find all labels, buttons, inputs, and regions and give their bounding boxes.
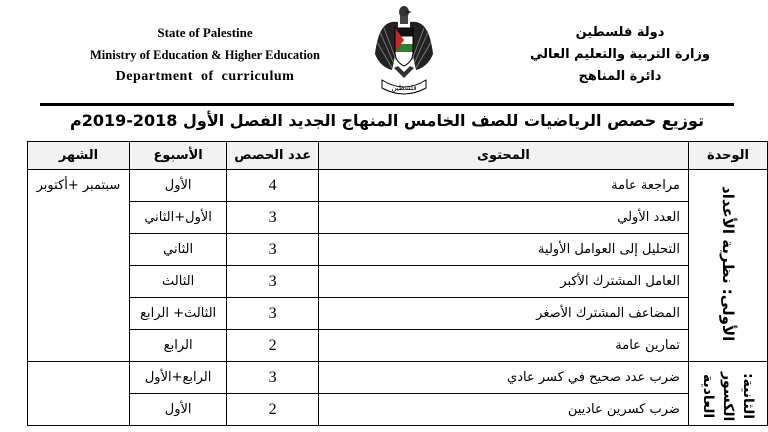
english-header xyxy=(60,22,350,88)
unit-cell xyxy=(688,170,767,362)
arabic-header-line2: وزارة التربية والتعليم العالي xyxy=(529,47,711,62)
english-header-line3: Department of curriculum xyxy=(115,69,295,84)
table-row xyxy=(28,266,768,298)
count-cell: 3 xyxy=(227,298,319,330)
arabic-header-line1: دولة فلسطين xyxy=(575,25,665,40)
table-row xyxy=(28,234,768,266)
header-divider xyxy=(40,103,734,106)
header-content: المحتوى xyxy=(318,142,688,170)
week-cell: الثالث+ الرابع xyxy=(129,298,227,330)
english-header-line2: Ministry of Education & Higher Education xyxy=(90,48,320,62)
schedule-table xyxy=(27,141,768,426)
document-title: توزيع حصص الرياضيات للصف الخامس المنهاج الجديد الفصل الأول 2018-2019م xyxy=(70,111,704,130)
palestine-eagle-emblem-icon xyxy=(372,2,436,98)
arabic-header xyxy=(500,22,740,88)
month-cell: سبتمبر +أكتوبر xyxy=(28,170,130,362)
count-cell: 2 xyxy=(227,394,319,426)
table-row xyxy=(28,330,768,362)
count-cell: 4 xyxy=(227,170,319,202)
month-cell xyxy=(28,362,130,426)
table-row xyxy=(28,202,768,234)
table-header-row xyxy=(28,142,768,170)
content-cell: التحليل إلى العوامل الأولية xyxy=(318,234,688,266)
header-week: الأسبوع xyxy=(129,142,227,170)
count-cell: 3 xyxy=(227,362,319,394)
content-cell: العدد الأولي xyxy=(318,202,688,234)
header-month: الشهر xyxy=(28,142,130,170)
header-count: عدد الحصص xyxy=(227,142,319,170)
count-cell: 2 xyxy=(227,330,319,362)
table-row xyxy=(28,362,768,394)
table-row xyxy=(28,298,768,330)
letterhead xyxy=(0,0,768,104)
content-cell: المضاعف المشترك الأصغر xyxy=(318,298,688,330)
week-cell: الثاني xyxy=(129,234,227,266)
week-cell: الأول+الثاني xyxy=(129,202,227,234)
count-cell: 3 xyxy=(227,234,319,266)
count-cell: 3 xyxy=(227,202,319,234)
emblem-label: فلسطين xyxy=(391,84,417,92)
week-cell: الثالث xyxy=(129,266,227,298)
week-cell: الأول xyxy=(129,394,227,426)
table-row xyxy=(28,170,768,202)
content-cell: ضرب كسرين عاديين xyxy=(318,394,688,426)
unit-label: الأولى: نظرية الأعداد xyxy=(718,185,737,342)
content-cell: مراجعة عامة xyxy=(318,170,688,202)
week-cell: الرابع+الأول xyxy=(129,362,227,394)
english-header-line1: State of Palestine xyxy=(157,25,253,40)
table-row xyxy=(28,394,768,426)
content-cell: العامل المشترك الأكبر xyxy=(318,266,688,298)
content-cell: تمارين عامة xyxy=(318,330,688,362)
week-cell: الرابع xyxy=(129,330,227,362)
unit-cell xyxy=(688,362,767,426)
arabic-header-line3: دائرة المناهج xyxy=(578,69,662,84)
content-cell: ضرب عدد صحيح في كسر عادي xyxy=(318,362,688,394)
count-cell: 3 xyxy=(227,266,319,298)
header-unit: الوحدة xyxy=(688,142,767,170)
week-cell: الأول xyxy=(129,170,227,202)
unit-label: الثانية: الكسور العادية xyxy=(699,371,756,422)
